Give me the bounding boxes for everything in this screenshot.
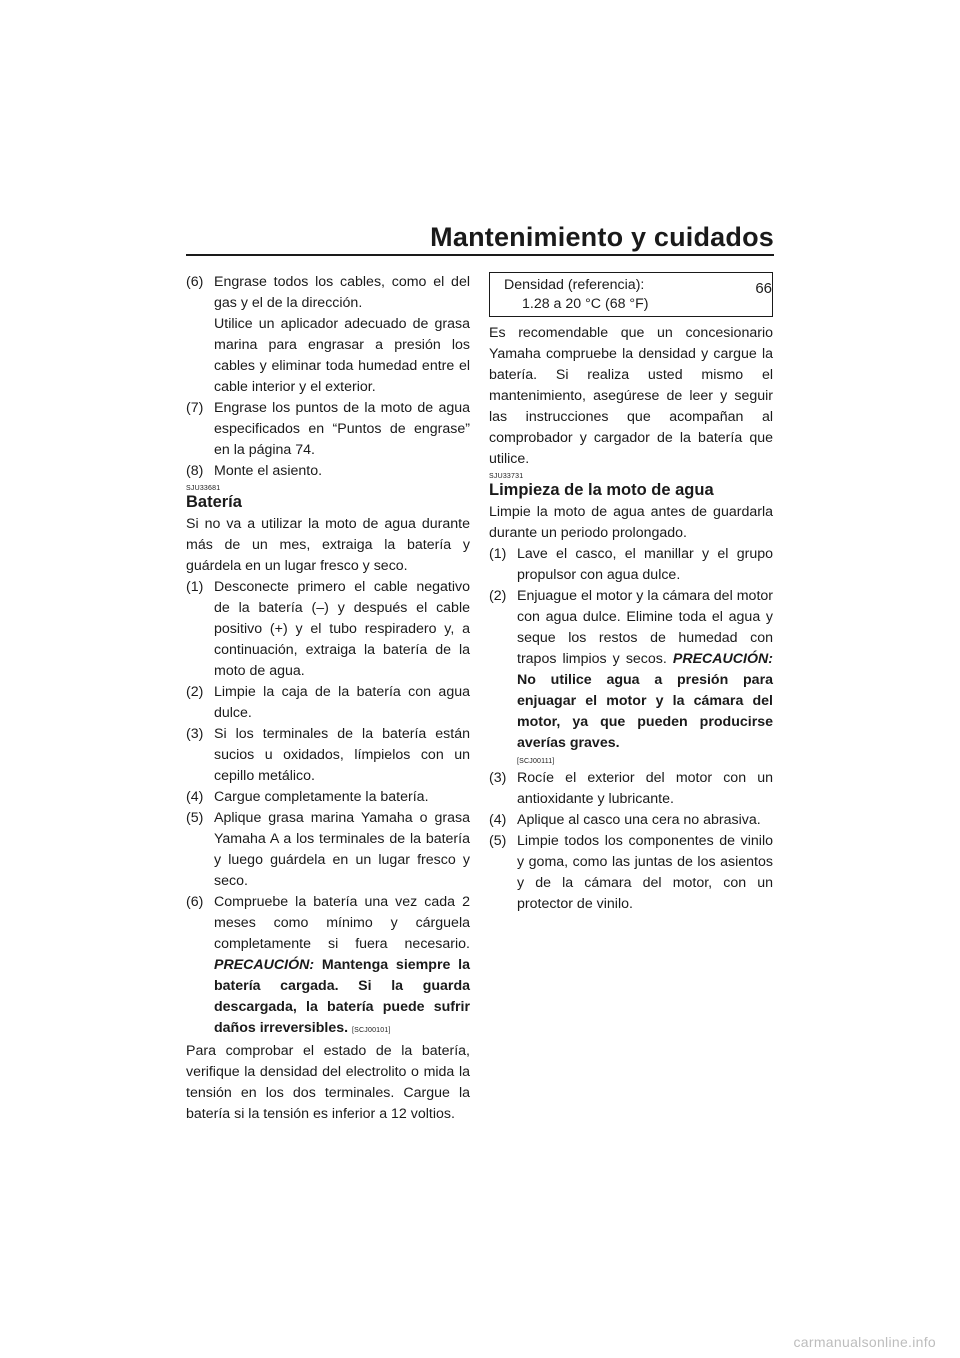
section-code: SJU33731	[489, 473, 524, 480]
footer-watermark: carmanualsonline.info	[793, 1334, 936, 1350]
list-item: (5) Limpie todos los componentes de vinilo y goma, como las juntas de los asientos y de la cámara del motor, con un protector de vinilo.	[489, 833, 773, 912]
list-item: (1) Lave el casco, el manillar y el grupo propulsor con agua dulce.	[489, 546, 773, 583]
list-item-text: Rocíe el exterior del motor con un antioxidante y lubricante.	[517, 770, 773, 807]
paragraph: Para comprobar el estado de la batería, verifique la densidad del electrolito o mida la tensión en los dos terminales. Cargue la batería si la tensión es inferior a 12 voltios.	[186, 1043, 470, 1122]
list-item: (2) Enjuague el motor y la cámara del motor con agua dulce. Elimine toda el agua y seque los restos de humedad con trapos limpios y secos. PRECAUCIÓN: No utilice agua a presión para enjuagar el motor y la cámara del motor, ya que pueden producirse averías graves. [SCJ00111]	[489, 586, 773, 768]
list-item-text: Limpie todos los componentes de vinilo y goma, como las juntas de los asientos y de la cámara del motor, con un protector de vinilo.	[517, 833, 773, 912]
list-item-text: Monte el asiento.	[214, 463, 323, 479]
list-item-subtext: Utilice un aplicador adecuado de grasa marina para engrasar a presión los cables y eliminar toda humedad entre el cable interior y el exterior.	[214, 316, 470, 395]
list-item-text: Enjuague el motor y la cámara del motor con agua dulce. Elimine toda el agua y seque los restos de humedad con trapos limpios y secos.	[517, 588, 773, 667]
list-item-text: Limpie la caja de la batería con agua dulce.	[214, 684, 470, 721]
list-item-text: Cargue completamente la batería.	[214, 789, 429, 805]
caution-text: Mantenga siempre la batería cargada. Si la guarda descargada, la batería puede sufrir daños irreversibles.	[214, 957, 470, 1036]
spec-box	[489, 272, 773, 317]
list-item-text: Aplique al casco una cera no abrasiva.	[517, 812, 761, 828]
paragraph: Es recomendable que un concesionario Yamaha compruebe la densidad y cargue la batería. Si realiza usted mismo el mantenimiento, asegúrese de leer y seguir las instrucciones que acompañan al comprobador y cargador de la batería que utilice.	[489, 325, 773, 467]
spec-label: Densidad (referencia):	[504, 277, 645, 293]
caution-label: PRECAUCIÓN:	[672, 651, 773, 667]
list-item: (4) Aplique al casco una cera no abrasiva.	[489, 812, 761, 828]
list-item-text: Engrase todos los cables, como el del gas y el de la dirección.	[214, 274, 470, 311]
page-title: Mantenimiento y cuidados	[430, 222, 774, 252]
section-heading-battery: Batería	[186, 493, 242, 511]
list-item: (6) Engrase todos los cables, como el del gas y el de la dirección. Utilice un aplicador adecuado de grasa marina para engrasar a presión los cables y eliminar toda humedad entre el cable interior y el exterior.	[186, 272, 470, 398]
list-item: (1) Desconecte primero el cable negativo de la batería (–) y después el cable positivo (+) y el tubo respiradero y, a continuación, extraiga la batería de la moto de agua.	[186, 579, 470, 679]
section-heading-cleaning: Limpieza de la moto de agua	[489, 481, 714, 499]
list-item-text: Engrase los puntos de la moto de agua especificados en “Puntos de engrase” en la página 74.	[214, 400, 470, 458]
list-item: (6) Compruebe la batería una vez cada 2 meses como mínimo y cárguela completamente si fuera necesario. PRECAUCIÓN: Mantenga siempre la batería cargada. Si la guarda descargada, la batería puede sufrir daños irreversibles. [SCJ00101]	[186, 894, 470, 1036]
caution-text: No utilice agua a presión para enjuagar el motor y la cámara del motor, ya que pueden producirse averías graves.	[517, 672, 773, 751]
paragraph: Si no va a utilizar la moto de agua durante más de un mes, extraiga la batería y guárdela en un lugar fresco y seco.	[186, 516, 470, 574]
caution-label: PRECAUCIÓN:	[214, 957, 315, 973]
list-item-text: Si los terminales de la batería están sucios u oxidados, límpielos con un cepillo metálico.	[214, 726, 470, 784]
list-item: (3) Rocíe el exterior del motor con un antioxidante y lubricante.	[489, 770, 773, 807]
section-code: SJU33681	[186, 485, 221, 492]
list-item-text: Lave el casco, el manillar y el grupo propulsor con agua dulce.	[517, 546, 773, 583]
list-item: (7) Engrase los puntos de la moto de agua especificados en “Puntos de engrase” en la página 74.	[186, 400, 470, 458]
list-item: (3) Si los terminales de la batería están sucios u oxidados, límpielos con un cepillo metálico.	[186, 726, 470, 784]
header-divider	[186, 254, 774, 256]
left-column	[186, 272, 470, 1125]
list-item: (8) Monte el asiento.	[186, 463, 323, 479]
list-item-text: Desconecte primero el cable negativo de la batería (–) y después el cable positivo (+) y el tubo respiradero y, a continuación, extraiga la batería de la moto de agua.	[214, 579, 470, 679]
page-number: 66	[755, 280, 772, 297]
list-item-text: Aplique grasa marina Yamaha o grasa Yamaha A a los terminales de la batería y luego guárdela en un lugar fresco y seco.	[214, 810, 470, 889]
paragraph: Limpie la moto de agua antes de guardarla durante un periodo prolongado.	[489, 504, 773, 541]
spec-value: 1.28 a 20 °C (68 °F)	[522, 296, 649, 312]
caution-reference-code: [SCJ00101]	[352, 1027, 391, 1034]
list-item: (4) Cargue completamente la batería.	[186, 789, 429, 805]
caution-reference-code: [SCJ00111]	[517, 758, 555, 765]
list-item: (2) Limpie la caja de la batería con agua dulce.	[186, 684, 470, 721]
list-item: (5) Aplique grasa marina Yamaha o grasa Yamaha A a los terminales de la batería y luego guárdela en un lugar fresco y seco.	[186, 810, 470, 889]
list-item-text: Compruebe la batería una vez cada 2 meses como mínimo y cárguela completamente si fuera necesario.	[214, 894, 470, 952]
right-column	[489, 272, 773, 915]
